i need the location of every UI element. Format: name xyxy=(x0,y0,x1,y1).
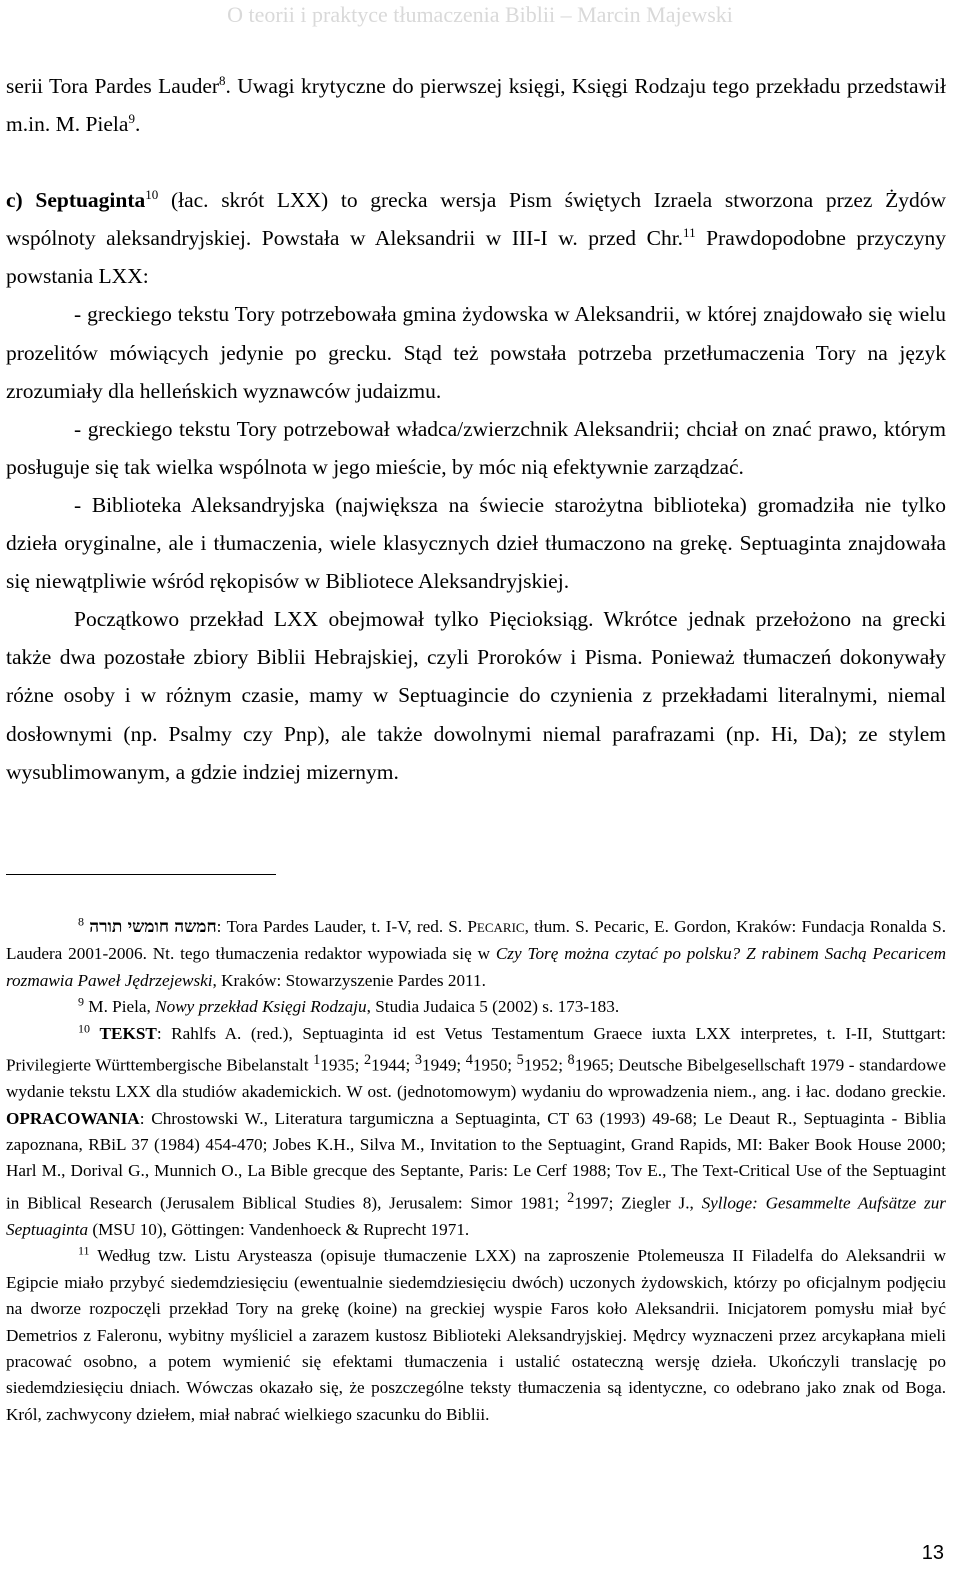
text-span: , Studia Judaica 5 (2002) s. 173-183. xyxy=(366,997,620,1017)
footnote-ref-11[interactable]: 11 xyxy=(683,225,696,241)
italic-title: Czy Torę można czytać po polsku? Z rabinem Sachą Pecaricem rozmawia Paweł Jędrzejewski xyxy=(6,944,946,990)
hebrew-title: חמשה חומשי תורה xyxy=(89,917,217,936)
footnote-9 xyxy=(6,994,946,1020)
footnote-divider xyxy=(6,874,276,875)
footnote-ref-10[interactable]: 10 xyxy=(145,187,159,203)
footnote-8 xyxy=(6,914,946,994)
text-span: . xyxy=(134,112,141,137)
text-span: . Uwagi krytyczne do pierwszej księgi, Księgi Rodzaju tego przekładu przedstawił m.in. M. Piela xyxy=(6,74,946,137)
edition-number: 2 xyxy=(363,1052,372,1069)
edition-number: 3 xyxy=(414,1052,423,1069)
text-span: : Tora Pardes Lauder, t. I-V, red. S. P xyxy=(216,917,477,936)
text-span: 1952; xyxy=(523,1055,568,1075)
edition-number: 8 xyxy=(567,1052,575,1069)
main-text xyxy=(6,67,946,791)
paragraph-reason-2: - greckiego tekstu Tory potrzebował władca/zwierzchnik Aleksandrii; chciał on znać prawo, którym posługuje się tak wielka wspólnota w jego mieście, by móc nią efektywnie zarządzać. xyxy=(6,416,946,479)
footnotes xyxy=(6,914,946,1428)
edition-number: 1 xyxy=(313,1052,321,1069)
footnote-number: 9 xyxy=(78,994,84,1009)
page-number: 13 xyxy=(921,1542,944,1564)
text-span: 1950; xyxy=(472,1055,517,1075)
text-span: ECARIC xyxy=(476,920,525,935)
text-span: M. Piela, xyxy=(84,997,156,1017)
footnote-number: 8 xyxy=(78,914,84,929)
italic-title: Nowy przekład Księgi Rodzaju xyxy=(155,997,367,1017)
bold-label: OPRACOWANIA xyxy=(6,1108,140,1128)
italic-title: Sylloge: Gesammelte Aufsätze zur Septuaginta xyxy=(6,1193,946,1239)
text-span: 1935; xyxy=(320,1055,364,1075)
edition-number: 5 xyxy=(516,1052,524,1069)
footnote-ref-9[interactable]: 9 xyxy=(128,110,135,126)
footnote-number: 10 xyxy=(78,1020,90,1035)
text-span: Według tzw. Listu Arysteasza (opisuje tłumaczenie LXX) na zaproszenie Ptolemeusza II Filadelfa do Aleksandrii w Egipcie miało przybyć siedemdziesięciu (ewentualnie siedemdziesięciu dwóch) uczonych żydowskich, którzy po oficjalnym podjęciu na dworze rozpoczęli przekład Tory na grekę (koine) na greckiej wyspie Faros koło Aleksandrii. Inicjatorem pomysłu miał być Demetrios z Faleronu, wybitny myśliciel a zarazem kustosz Biblioteki Aleksandryjskiej. Mędrcy wyznaczeni przez arcykapłana mieli pracować osobno, a potem wymienić się efektami tłumaczenia i ustalić ostateczną wersję dzieła. Ukończyli translację po siedemdziesięciu dniach. Wówczas okazało się, że poszczególne teksty tłumaczenia są identyczne, co odebrano jako znak od Boga. Król, zachwycony dziełem, miał nabrać wielkiego szacunku do Biblii. xyxy=(6,1246,946,1424)
paragraph-reason-1: - greckiego tekstu Tory potrzebowała gmina żydowska w Aleksandrii, w której znajdowało się wielu prozelitów mówiących jedynie po grecku. Stąd też powstała potrzeba przetłumaczenia Tory na język zrozumiały dla helleńskich wyznawców judaizmu. xyxy=(6,302,946,403)
text-span: serii Tora Pardes Lauder xyxy=(6,74,220,98)
text-span: Prawdopodobne przyczyny powstania LXX: xyxy=(6,226,946,289)
text-span: (MSU 10), Göttingen: Vandenhoeck & Ruprecht 1971. xyxy=(88,1219,470,1239)
text-span: , tłum. S. Pecaric, E. Gordon, Kraków: Fundacja Ronalda S. Laudera 2001-2006. Nt. tego tłumaczenia redaktor wypowiada się w xyxy=(6,917,946,964)
running-header: O teorii i praktyce tłumaczenia Biblii – Marcin Majewski xyxy=(227,2,733,27)
text-span: 1997; Ziegler J., xyxy=(574,1193,702,1213)
section-heading: c) Septuaginta xyxy=(6,188,146,213)
edition-number: 2 xyxy=(567,1189,575,1206)
text-span: , Kraków: Stowarzyszenie Pardes 2011. xyxy=(212,970,486,990)
footnote-10 xyxy=(6,1021,946,1244)
text-span: : Chrostowski W., Literatura targumiczna a Septuaginta, CT 63 (1993) 49-68; Le Deaut R., Septuaginta - Biblia zapoznana, RBiL 37 (1984) 454-470; Jobes K.H., Silva M., Invitation to the Septuagint, Grand Rapids, MI: Baker Book House 2000; Harl M., Dorival G., Munnich O., La Bible grecque des Septante, Paris: Le Cerf 1988; Tov E., The Text-Critical Use of the Septuagint in Biblical Research (Jerusalem Biblical Studies 8), Jerusalem: Simor 1981; xyxy=(6,1108,946,1213)
footnote-ref-8[interactable]: 8 xyxy=(219,72,226,88)
text-span: 1965; Deutsche Bibelgesellschaft 1979 - standardowe wydanie tekstu LXX dla studiów akademickich. W ost. (jednotomowym) wydaniu do wprowadzenia niem., ang. i łac. dodano greckie. xyxy=(6,1055,946,1102)
text-span: (łac. skrót LXX) to grecka wersja Pism świętych Izraela stworzona przez Żydów wspólnoty aleksandryjskiej. Powstała w Aleksandrii w III-I w. przed Chr. xyxy=(6,188,946,251)
edition-number: 4 xyxy=(465,1052,473,1069)
text-span: 1949; xyxy=(422,1055,466,1075)
paragraph-tora-pardes xyxy=(6,67,946,143)
bold-label: TEKST xyxy=(99,1023,157,1043)
paragraph-reason-3: - Biblioteka Aleksandryjska (największa na świecie starożytna biblioteka) gromadziła nie tylko dzieła oryginalne, ale i tłumaczenia, wiele klasycznych dzieł tłumaczono na grekę. Septuaginta znajdowała się niewątpliwie wśród rękopisów w Bibliotece Aleksandryjskiej. xyxy=(6,492,946,594)
paragraph-septuaginta xyxy=(6,181,946,295)
paragraph-lxx-scope: Początkowo przekład LXX obejmował tylko Pięcioksiąg. Wkrótce jednak przełożono na grecki także dwa pozostałe zbiory Biblii Hebrajskiej, czyli Proroków i Pisma. Ponieważ tłumaczeń dokonywały różne osoby i w różnym czasie, mamy w Septuagincie do czynienia z przekładami literalnymi, niemal dosłownymi (np. Psalmy czy Pnp), ale także dowolnymi niemal parafrazami (np. Hi, Da); ze stylem wysublimowanym, a gdzie indziej mizernym. xyxy=(6,607,946,784)
text-span: : Rahlfs A. (red.), Septuaginta id est Vetus Testamentum Graece iuxta LXX interpretes, t. I-II, Stuttgart: Privilegierte Württembergische Bibelanstalt xyxy=(6,1023,946,1075)
text-span: 1944; xyxy=(371,1055,415,1075)
footnote-11 xyxy=(6,1243,946,1428)
footnote-number: 11 xyxy=(78,1243,90,1258)
